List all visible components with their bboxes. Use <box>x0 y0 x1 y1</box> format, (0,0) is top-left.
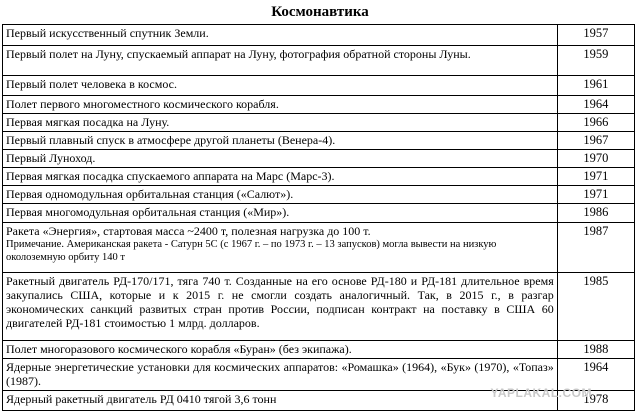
achievement-main-text: Ракета «Энергия», стартовая масса ~2400 т, полезная нагрузка до 100 т. <box>6 224 371 238</box>
achievement-text: Первый полет человека в космос. <box>3 76 558 96</box>
achievement-year: 1971 <box>557 186 634 204</box>
achievement-year: 1985 <box>557 273 634 341</box>
site-watermark: YAPLAKAL.COM <box>490 386 592 400</box>
achievement-year: 1957 <box>557 25 634 46</box>
table-row <box>3 273 635 341</box>
achievement-year: 1966 <box>557 114 634 132</box>
achievement-text: Ракетный двигатель РД-170/171, тяга 740 т. Созданные на его основе РД-180 и РД-181 длительное время закупались США, которые и к 2015 г. не смогли создать аналогичный. Так, в 2015 г., в разгар экономических санкций развитых стран против России, подписан контракт на поставку в США 60 двигателей РД-181 стоимостью 1 млрд. долларов. <box>3 273 558 341</box>
table-row <box>3 76 635 96</box>
achievement-text <box>3 46 558 76</box>
achievement-year: 1959 <box>557 46 634 76</box>
achievement-year: 1971 <box>557 168 634 186</box>
achievement-text: Первая многомодульная орбитальная станция («Мир»). <box>3 204 558 223</box>
achievement-year: 1970 <box>557 150 634 168</box>
table-row <box>3 168 635 186</box>
page-title: Космонавтика <box>271 4 369 20</box>
table-row <box>3 150 635 168</box>
achievement-note: Примечание. Американская ракета - Сатурн 5С (с 1967 г. – по 1973 г. – 13 запусков) могла вывести на низкую околоземную орбиту 140 т <box>6 239 497 263</box>
achievement-text: Первый искусственный спутник Земли. <box>3 25 558 46</box>
achievement-year: 1964 <box>557 359 634 391</box>
achievement-text <box>3 223 558 273</box>
achievement-year: 1988 <box>557 341 634 359</box>
table-row <box>3 186 635 204</box>
table-row <box>3 114 635 132</box>
table-row <box>3 132 635 150</box>
achievement-text: Полет многоразового космического корабля «Буран» (без экипажа). <box>3 341 558 359</box>
achievement-year: 1978 <box>557 391 634 411</box>
achievement-text: Первый плавный спуск в атмосфере другой планеты (Венера-4). <box>3 132 558 150</box>
achievement-year: 1964 <box>557 96 634 114</box>
achievement-text: Первая мягкая посадка спускаемого аппарата на Марс (Марс-3). <box>3 168 558 186</box>
achievement-year: 1967 <box>557 132 634 150</box>
table-row <box>3 46 635 76</box>
table-row <box>3 96 635 114</box>
table-row <box>3 204 635 223</box>
table-row <box>3 25 635 46</box>
table-row <box>3 341 635 359</box>
achievement-text: Ядерные энергетические установки для космических аппаратов: «Ромашка» (1964), «Бук» (1970), «Топаз» (1987). <box>3 359 558 391</box>
achievement-text: Ядерный ракетный двигатель РД 0410 тягой 3,6 тонн <box>3 391 558 411</box>
achievements-table <box>2 24 635 411</box>
achievement-text-label: Первый полет на Луну, спускаемый аппарат на Луну, фотография обратной стороны Луны. <box>6 47 471 61</box>
achievement-text: Первая одномодульная орбитальная станция («Салют»). <box>3 186 558 204</box>
achievement-year: 1987 <box>557 223 634 273</box>
achievement-year: 1961 <box>557 76 634 96</box>
achievement-text: Первая мягкая посадка на Луну. <box>3 114 558 132</box>
achievement-year: 1986 <box>557 204 634 223</box>
table-row <box>3 223 635 273</box>
achievement-text: Полет первого многоместного космического корабля. <box>3 96 558 114</box>
achievement-text: Первый Луноход. <box>3 150 558 168</box>
